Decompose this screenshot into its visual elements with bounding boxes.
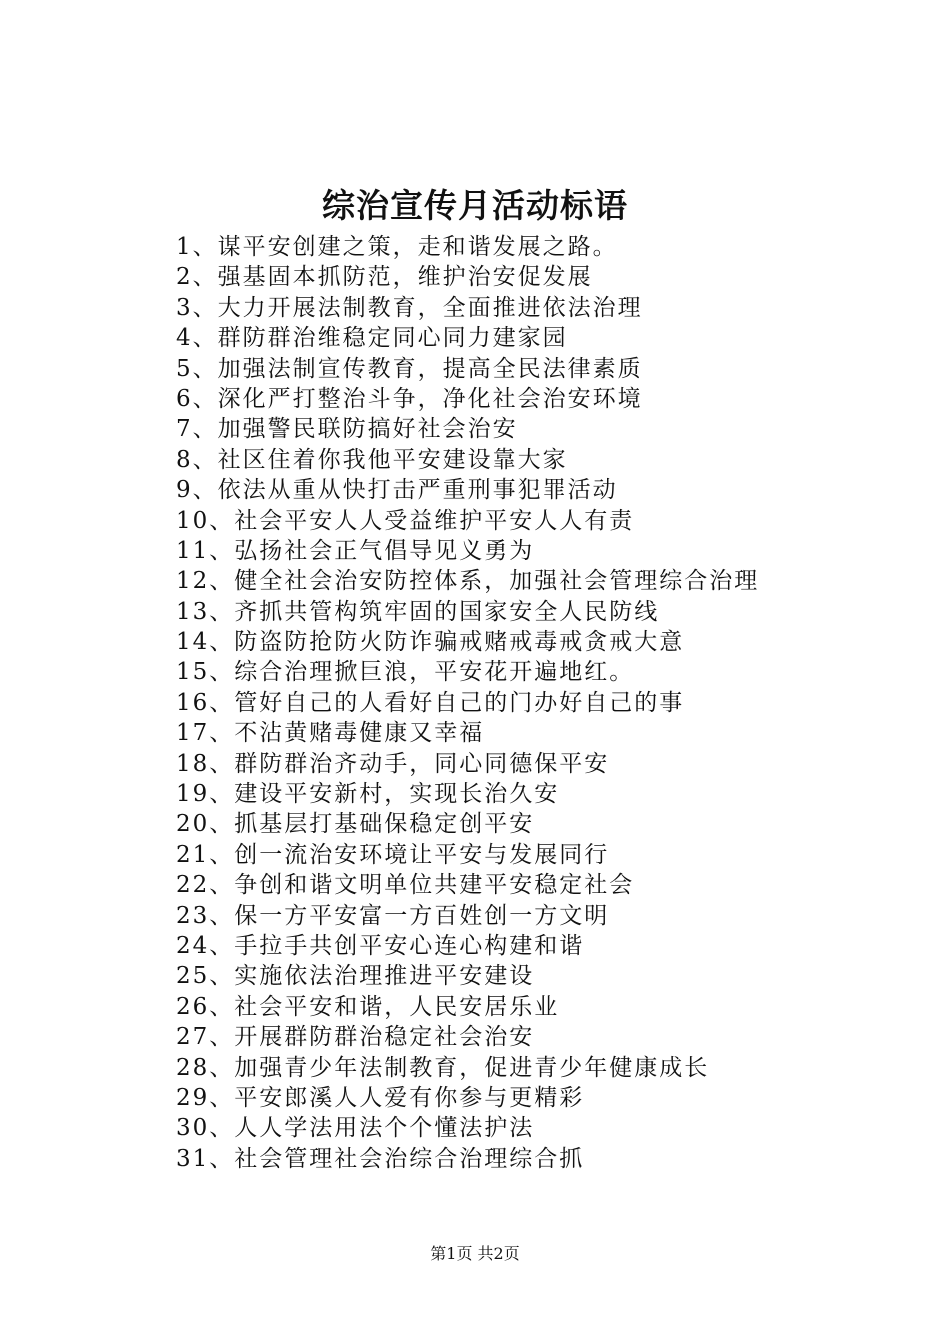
- list-item: 18、群防群治齐动手，同心同德保平安: [176, 750, 610, 777]
- list-item: 8、社区住着你我他平安建设靠大家: [176, 446, 568, 473]
- page-footer: 第1页 共2页: [430, 1244, 520, 1263]
- list-item: 4、群防群治维稳定同心同力建家园: [176, 325, 568, 352]
- list-item: 31、社会管理社会治综合治理综合抓: [176, 1145, 585, 1172]
- list-item: 13、齐抓共管构筑牢固的国家安全人民防线: [176, 598, 660, 625]
- slogan-list: [176, 232, 896, 1174]
- list-item: 2、强基固本抓防范，维护治安促发展: [176, 264, 593, 291]
- list-item: 16、管好自己的人看好自己的门办好自己的事: [176, 689, 685, 716]
- list-item: 11、弘扬社会正气倡导见义勇为: [176, 537, 535, 564]
- list-item: 7、加强警民联防搞好社会治安: [176, 416, 518, 443]
- list-item: 20、抓基层打基础保稳定创平安: [176, 811, 535, 838]
- list-item: 6、深化严打整治斗争，净化社会治安环境: [176, 385, 643, 412]
- list-item: 25、实施依法治理推进平安建设: [176, 963, 535, 990]
- list-item: 22、争创和谐文明单位共建平安稳定社会: [176, 872, 635, 899]
- list-item: 3、大力开展法制教育，全面推进依法治理: [176, 294, 643, 321]
- list-item: 10、社会平安人人受益维护平安人人有责: [176, 507, 635, 534]
- list-item: 24、手拉手共创平安心连心构建和谐: [176, 932, 585, 959]
- list-item: 1、谋平安创建之策，走和谐发展之路。: [176, 234, 618, 260]
- list-item: 5、加强法制宣传教育，提高全民法律素质: [176, 355, 643, 382]
- list-item: 17、不沾黄赌毒健康又幸福: [176, 720, 485, 747]
- list-item: 23、保一方平安富一方百姓创一方文明: [176, 902, 610, 929]
- list-item: 26、社会平安和谐，人民安居乐业: [176, 993, 560, 1020]
- list-item: 15、综合治理掀巨浪，平安花开遍地红。: [176, 659, 635, 686]
- list-item: 14、防盗防抢防火防诈骗戒赌戒毒戒贪戒大意: [176, 629, 685, 656]
- list-item: 21、创一流治安环境让平安与发展同行: [176, 841, 610, 868]
- list-item: 12、健全社会治安防控体系，加强社会管理综合治理: [176, 568, 760, 595]
- document-title: 综治宣传月活动标语: [322, 186, 628, 225]
- list-item: 30、人人学法用法个个懂法护法: [176, 1115, 535, 1142]
- list-item: 29、平安郎溪人人爱有你参与更精彩: [176, 1084, 585, 1111]
- list-item: 27、开展群防群治稳定社会治安: [176, 1024, 535, 1051]
- list-item: 28、加强青少年法制教育，促进青少年健康成长: [176, 1054, 710, 1081]
- list-item: 19、建设平安新村，实现长治久安: [176, 781, 560, 808]
- list-item: 9、依法从重从快打击严重刑事犯罪活动: [176, 477, 618, 504]
